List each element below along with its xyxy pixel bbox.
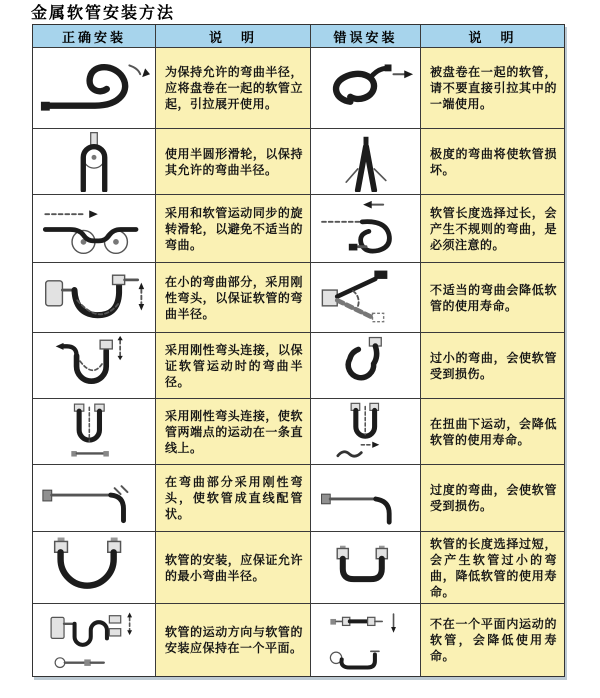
- correct-desc-cell: [156, 263, 311, 333]
- correct-image-cell: [33, 129, 156, 195]
- pull-coil-end-icon: [315, 52, 417, 124]
- correct-desc-cell: [156, 333, 311, 399]
- header-correct-desc: 说 明: [156, 25, 311, 48]
- wrong-image-cell: [311, 465, 421, 532]
- improper-bend-branch-icon: [316, 265, 416, 330]
- stand-coil-unroll-icon: [36, 50, 152, 126]
- wrong-desc-cell: [421, 399, 564, 465]
- correct-desc-cell: [156, 399, 311, 465]
- wrong-desc-cell: [421, 333, 564, 399]
- table-row: [33, 333, 564, 399]
- wrong-desc-text: 在扭曲下运动，会降低软管的使用寿命。: [430, 416, 557, 447]
- wrong-desc-text: 不在一个平面内运动的软管，会降低使用寿命。: [430, 617, 557, 663]
- correct-desc-text: 采用和软管运动同步的旋转滑轮，以避免不适当的弯曲。: [165, 205, 303, 252]
- twisted-motion-u-icon: [318, 401, 414, 462]
- excess-length-loop-icon: [316, 197, 416, 260]
- wrong-image-cell: [311, 532, 421, 604]
- correct-image-cell: [33, 263, 156, 333]
- extreme-bend-kink-icon: [318, 131, 414, 192]
- table-row: [33, 129, 564, 195]
- table-row: [33, 195, 564, 263]
- wrong-desc-text: 软管的长度选择过短，会产生软管过小的弯曲，降低软管的使用寿命。: [430, 536, 557, 599]
- correct-desc-cell: [156, 129, 311, 195]
- wrong-desc-cell: [421, 195, 564, 263]
- table-header-row: [33, 25, 564, 48]
- correct-image-cell: [33, 195, 156, 263]
- rigid-elbow-connection-icon: [39, 335, 149, 396]
- rigid-elbow-small-bend-icon: [36, 265, 152, 330]
- correct-image-cell: [33, 604, 156, 676]
- header-wrong-install: 错误安装: [311, 25, 421, 48]
- semicircular-pulley-icon: [39, 131, 149, 192]
- correct-desc-text: 采用刚性弯头连接，以保证软管运动时的弯曲半径。: [165, 342, 303, 389]
- wrong-desc-text: 极度的弯曲将使软管损坏。: [430, 146, 557, 177]
- excessive-bend-elbow-icon: [315, 469, 417, 527]
- installation-table: [32, 24, 565, 677]
- wrong-image-cell: [311, 333, 421, 399]
- wrong-desc-text: 被盘卷在一起的软管，请不要直接引拉其中的一端使用。: [430, 65, 557, 111]
- synchronized-rotating-pulley-icon: [36, 197, 152, 260]
- single-plane-motion-icon: [36, 606, 152, 674]
- too-small-bend-hook-icon: [318, 335, 414, 396]
- correct-desc-cell: [156, 465, 311, 532]
- table-row: [33, 604, 564, 676]
- correct-image-cell: [33, 465, 156, 532]
- correct-desc-cell: [156, 195, 311, 263]
- out-of-plane-motion-icon: [316, 606, 416, 674]
- rigid-elbow-straight-line-motion-icon: [40, 401, 148, 462]
- correct-desc-text: 在小的弯曲部分，采用刚性弯头，以保证软管的弯曲半径。: [165, 274, 303, 321]
- wrong-desc-cell: [421, 532, 564, 604]
- correct-image-cell: [33, 532, 156, 604]
- table-row: [33, 532, 564, 604]
- correct-desc-cell: [156, 532, 311, 604]
- correct-desc-text: 使用半圆形滑轮，以保持其允许的弯曲半径。: [165, 146, 303, 177]
- correct-desc-text: 为保持允许的弯曲半径，应将盘卷在一起的软管立起，引拉展开使用。: [165, 65, 303, 111]
- wrong-desc-text: 软管长度选择过长，会产生不规则的弯曲，是必须注意的。: [430, 205, 557, 252]
- header-correct-install: 正确安装: [33, 25, 156, 48]
- correct-desc-text: 在弯曲部分采用刚性弯头，使软管成直线配管状。: [165, 475, 303, 521]
- table-row: [33, 263, 564, 333]
- wrong-desc-cell: [421, 129, 564, 195]
- wrong-image-cell: [311, 129, 421, 195]
- correct-desc-text: 软管的运动方向与软管的安装应保持在一个平面。: [165, 625, 303, 655]
- wrong-image-cell: [311, 604, 421, 676]
- wrong-image-cell: [311, 195, 421, 263]
- too-short-hose-icon: [314, 540, 418, 596]
- correct-desc-cell: [156, 604, 311, 676]
- correct-image-cell: [33, 333, 156, 399]
- wrong-desc-cell: [421, 263, 564, 333]
- minimum-bend-radius-u-icon: [36, 536, 152, 600]
- wrong-desc-text: 过小的弯曲，会使软管受到损伤。: [430, 350, 557, 381]
- wrong-desc-cell: [421, 48, 564, 129]
- correct-image-cell: [33, 48, 156, 129]
- wrong-desc-cell: [421, 604, 564, 676]
- wrong-desc-text: 不适当的弯曲会降低软管的使用寿命。: [430, 282, 557, 313]
- header-wrong-desc: 说 明: [421, 25, 564, 48]
- rigid-elbow-straight-pipe-icon: [36, 469, 152, 527]
- table-row: [33, 399, 564, 465]
- correct-desc-text: 软管的安装，应保证允许的最小弯曲半径。: [165, 552, 303, 583]
- wrong-image-cell: [311, 263, 421, 333]
- wrong-image-cell: [311, 399, 421, 465]
- table-row: [33, 48, 564, 129]
- wrong-desc-text: 过度的弯曲，会使软管受到损伤。: [430, 483, 557, 513]
- wrong-desc-cell: [421, 465, 564, 532]
- wrong-image-cell: [311, 48, 421, 129]
- page-title: 金属软管安装方法: [31, 3, 176, 22]
- table-row: [33, 465, 564, 532]
- correct-desc-text: 采用刚性弯头连接，使软管两端点的运动在一条直线上。: [165, 408, 303, 455]
- correct-image-cell: [33, 399, 156, 465]
- correct-desc-cell: [156, 48, 311, 129]
